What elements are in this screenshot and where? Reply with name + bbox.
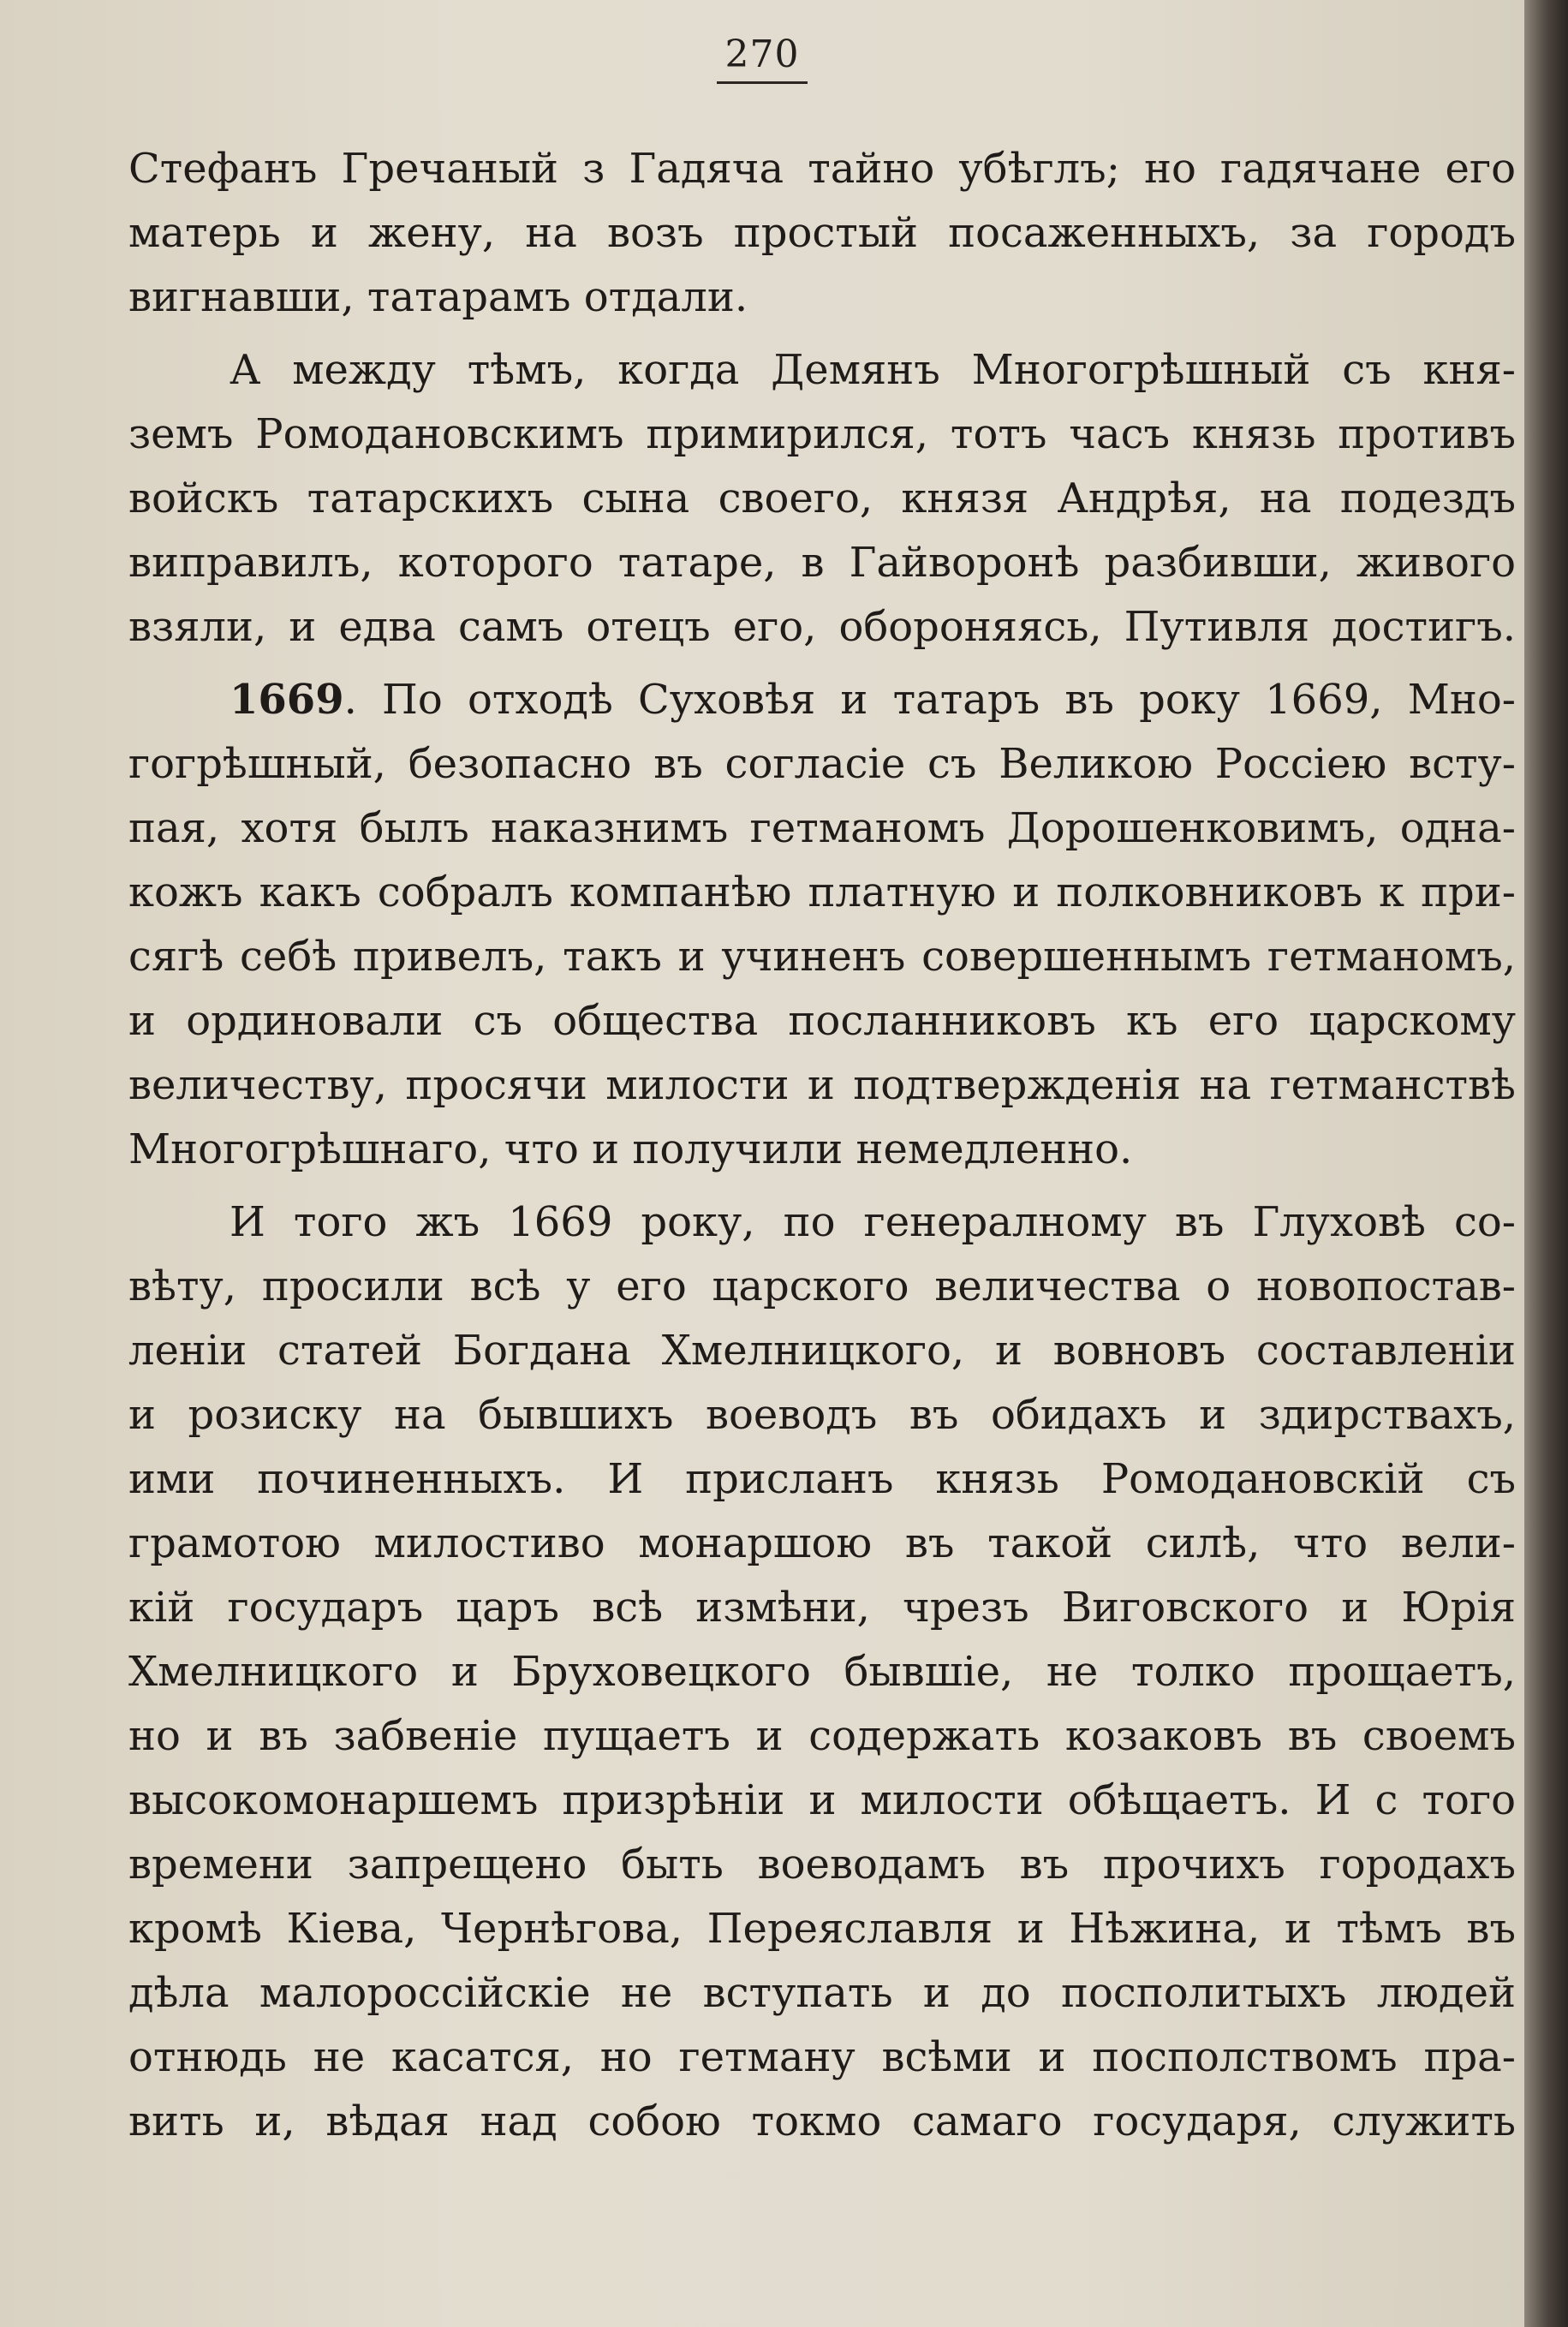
text-line: высокомонаршемъ призрѣніи и милости обѣщаетъ. И с того: [128, 1776, 1516, 1824]
text-line: Стефанъ Гречаный з Гадяча тайно убѣглъ; но гадячане его: [128, 145, 1516, 193]
text-line-rest: . По отходѣ Суховѣя и татаръ въ року 1669, Мно-: [343, 676, 1516, 724]
text-line: А между тѣмъ, когда Демянъ Многогрѣшный съ кня-: [230, 346, 1516, 394]
text-line: виправилъ, которого татаре, в Гайворонѣ разбивши, живого: [128, 539, 1516, 587]
text-line: земъ Ромодановскимъ примирился, тотъ часъ князь противъ: [128, 410, 1516, 458]
text-line: матерь и жену, на возъ простый посаженныхъ, за городъ: [128, 209, 1516, 257]
paragraph: [128, 338, 1516, 659]
page-number: 270: [717, 33, 808, 84]
text-line: грамотою милостиво монаршою въ такой силѣ, что вели-: [128, 1519, 1516, 1567]
text-line: И того жъ 1669 року, по генералному въ Глуховѣ со-: [230, 1198, 1516, 1246]
text-line: кій государъ царъ всѣ измѣни, чрезъ Виговского и Юрія: [128, 1584, 1516, 1632]
paragraph: [128, 137, 1516, 330]
text-line: ими починенныхъ. И присланъ князь Ромодановскій съ: [128, 1455, 1516, 1503]
text-line: леніи статей Богдана Хмелницкого, и вовновъ составленіи: [128, 1327, 1516, 1375]
text-line: Многогрѣшнаго, что и получили немедленно.: [128, 1125, 1133, 1173]
text-line: времени запрещено быть воеводамъ въ прочихъ городахъ: [128, 1841, 1516, 1888]
paragraph: [128, 668, 1516, 1182]
text-line: дѣла малороссійскіе не вступать и до посполитыхъ людей: [128, 1969, 1516, 2017]
body-text: [128, 137, 1516, 2154]
text-line: гогрѣшный, безопасно въ согласіе съ Великою Россіею всту-: [128, 740, 1516, 788]
text-line: и розиску на бывшихъ воеводъ въ обидахъ и здирствахъ,: [128, 1391, 1516, 1439]
text-line: [128, 668, 1516, 732]
year-heading: 1669: [230, 676, 344, 724]
text-line: величеству, просячи милости и подтвержденія на гетманствѣ: [128, 1061, 1516, 1109]
text-line: взяли, и едва самъ отецъ его, обороняясь, Путивля достигъ.: [128, 603, 1516, 651]
book-gutter: [1524, 0, 1568, 2327]
text-line: Хмелницкого и Бруховецкого бывшіе, не толко прощаетъ,: [128, 1648, 1516, 1696]
text-line: сягѣ себѣ привелъ, такъ и учиненъ совершеннымъ гетманомъ,: [128, 933, 1516, 981]
text-line: вѣту, просили всѣ у его царского величества о новопостав-: [128, 1262, 1516, 1310]
text-line: отнюдь не касатся, но гетману всѣми и посполствомъ пра-: [128, 2033, 1516, 2081]
page-header: [0, 33, 1524, 84]
text-line: кожъ какъ собралъ компанѣю платную и полковниковъ к при-: [128, 868, 1516, 916]
text-line: кромѣ Кіева, Чернѣгова, Переяславля и Нѣжина, и тѣмъ въ: [128, 1905, 1516, 1953]
paragraph: [128, 1190, 1516, 2154]
text-line: но и въ забвеніе пущаетъ и содержать козаковъ въ своемъ: [128, 1712, 1516, 1760]
text-line: вить и, вѣдая над собою токмо самаго государя, служить: [128, 2097, 1516, 2145]
text-line: вигнавши, татарамъ отдали.: [128, 273, 748, 321]
text-line: войскъ татарскихъ сына своего, князя Андрѣя, на подездъ: [128, 474, 1516, 522]
text-line: и ординовали съ общества посланниковъ къ его царскому: [128, 997, 1516, 1045]
text-line: пая, хотя былъ наказнимъ гетманомъ Дорошенковимъ, одна-: [128, 804, 1516, 852]
